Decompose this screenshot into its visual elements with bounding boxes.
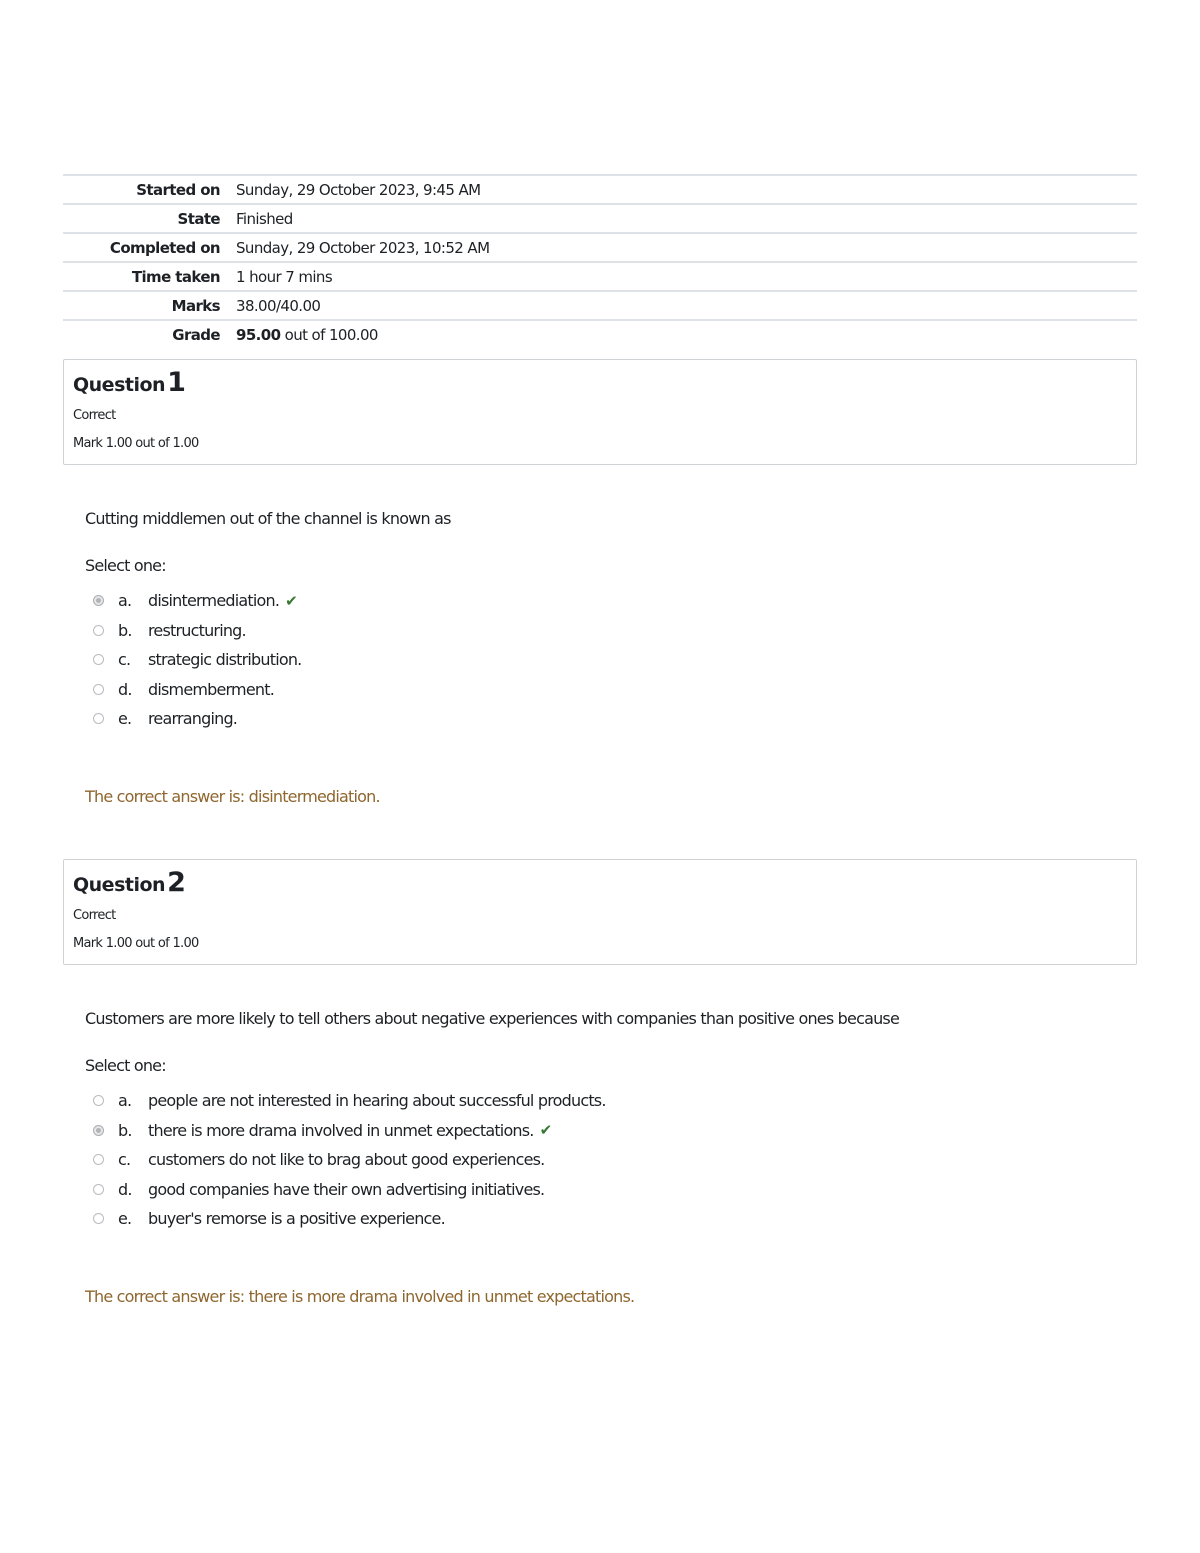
question-grade: Mark 1.00 out of 1.00	[73, 436, 199, 451]
summary-label: Started on	[136, 181, 220, 199]
summary-row-started	[63, 175, 1137, 204]
radio-selected[interactable]	[93, 595, 104, 606]
option-text: buyer's remorse is a positive experience.	[148, 1209, 445, 1229]
question-label: Question	[73, 374, 166, 396]
option-letter: b.	[118, 620, 132, 640]
summary-label: State	[177, 210, 220, 228]
radio-unselected[interactable]	[93, 1154, 104, 1165]
option-text: strategic distribution.	[148, 650, 302, 670]
question-label: Question	[73, 874, 166, 896]
answer-option-b[interactable]	[93, 1116, 606, 1146]
question-2-answers	[93, 1086, 606, 1234]
radio-unselected[interactable]	[93, 684, 104, 695]
question-1-prompt: Select one:	[85, 556, 166, 575]
answer-option-a[interactable]	[93, 586, 301, 616]
option-text: customers do not like to brag about good experiences.	[148, 1150, 545, 1170]
answer-option-e[interactable]	[93, 704, 301, 734]
option-letter: e.	[118, 1209, 132, 1229]
summary-value: Finished	[236, 210, 293, 228]
option-letter: a.	[118, 591, 132, 611]
option-letter: d.	[118, 679, 132, 699]
option-text: good companies have their own advertising initiatives.	[148, 1179, 545, 1199]
question-state: Correct	[73, 908, 116, 923]
radio-unselected[interactable]	[93, 654, 104, 665]
question-1-text: Cutting middlemen out of the channel is known as	[85, 509, 451, 528]
question-title	[73, 367, 185, 398]
option-letter: d.	[118, 1179, 132, 1199]
question-1-answers	[93, 586, 301, 734]
question-state: Correct	[73, 408, 116, 423]
option-letter: a.	[118, 1091, 132, 1111]
option-text: disintermediation.	[148, 591, 280, 611]
answer-option-b[interactable]	[93, 616, 301, 646]
answer-option-d[interactable]	[93, 675, 301, 705]
answer-option-c[interactable]	[93, 645, 301, 675]
summary-row-time-taken	[63, 262, 1137, 291]
option-letter: c.	[118, 1150, 131, 1170]
option-letter: c.	[118, 650, 131, 670]
summary-value: Sunday, 29 October 2023, 10:52 AM	[236, 239, 490, 257]
summary-value: 38.00/40.00	[236, 297, 321, 315]
radio-unselected[interactable]	[93, 1184, 104, 1195]
option-text: people are not interested in hearing about successful products.	[148, 1091, 606, 1111]
radio-unselected[interactable]	[93, 713, 104, 724]
summary-label: Marks	[171, 297, 220, 315]
answer-option-c[interactable]	[93, 1145, 606, 1175]
option-text: rearranging.	[148, 709, 238, 729]
option-text: restructuring.	[148, 620, 246, 640]
radio-unselected[interactable]	[93, 1213, 104, 1224]
summary-label: Completed on	[109, 239, 220, 257]
option-letter: e.	[118, 709, 132, 729]
summary-row-marks	[63, 291, 1137, 320]
question-number: 1	[167, 367, 186, 398]
option-letter: b.	[118, 1120, 132, 1140]
question-number: 2	[167, 867, 186, 898]
question-title	[73, 867, 185, 898]
radio-selected[interactable]	[93, 1125, 104, 1136]
question-1-info	[63, 359, 1137, 465]
radio-unselected[interactable]	[93, 1095, 104, 1106]
question-2-info	[63, 859, 1137, 965]
grade-score: 95.00	[236, 326, 281, 344]
radio-unselected[interactable]	[93, 625, 104, 636]
check-icon: ✔	[285, 591, 297, 610]
summary-row-state	[63, 204, 1137, 233]
grade-out-of: out of 100.00	[280, 326, 378, 344]
option-text: dismemberment.	[148, 679, 274, 699]
summary-row-completed	[63, 233, 1137, 262]
attempt-summary-table	[63, 174, 1137, 348]
summary-label: Time taken	[131, 268, 220, 286]
question-grade: Mark 1.00 out of 1.00	[73, 936, 199, 951]
summary-value: Sunday, 29 October 2023, 9:45 AM	[236, 181, 481, 199]
summary-row-grade	[63, 320, 1137, 348]
answer-option-e[interactable]	[93, 1204, 606, 1234]
check-icon: ✔	[539, 1121, 552, 1140]
summary-value	[228, 320, 1137, 348]
answer-option-a[interactable]	[93, 1086, 606, 1116]
question-2-prompt: Select one:	[85, 1056, 166, 1075]
question-1-right-answer: The correct answer is: disintermediation.	[85, 787, 380, 806]
summary-value: 1 hour 7 mins	[236, 268, 333, 286]
question-2-text: Customers are more likely to tell others about negative experiences with companies than positive ones because	[85, 1009, 899, 1028]
answer-option-d[interactable]	[93, 1175, 606, 1205]
option-text: there is more drama involved in unmet expectations.	[148, 1120, 534, 1140]
summary-label: Grade	[172, 326, 220, 344]
question-2-right-answer: The correct answer is: there is more drama involved in unmet expectations.	[85, 1287, 635, 1306]
